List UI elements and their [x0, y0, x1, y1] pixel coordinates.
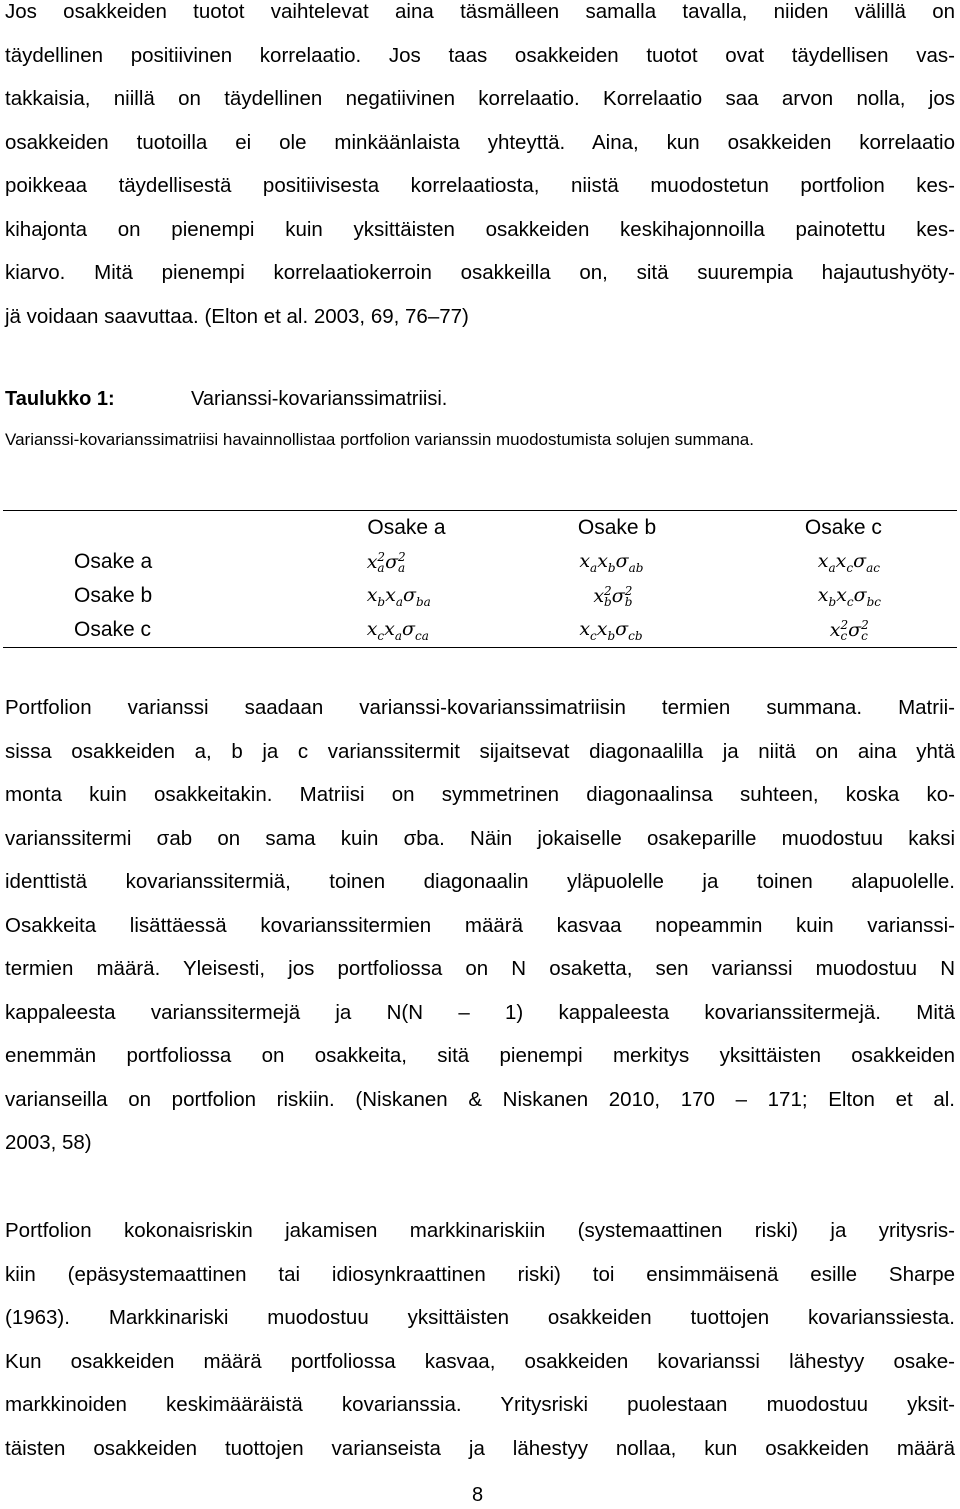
text-line: Kun osakkeiden määrä portfoliossa kasvaa, osakkeiden kovarianssi lähestyy osake- — [5, 1349, 955, 1373]
table-row — [3, 545, 957, 579]
text-line: varianssitermi σab on sama kuin σba. Näin jokaiselle osakeparille muodostuu kaksi — [5, 826, 955, 850]
text-line: kihajonta on pienempi kuin yksittäisten osakkeiden keskihajonnoilla painotettu kes- — [5, 217, 955, 241]
text-line: Jos osakkeiden tuotot vaihtelevat aina täsmälleen samalla tavalla, niiden välillä on — [5, 0, 955, 23]
text-line: termien määrä. Yleisesti, jos portfoliossa on N osaketta, sen varianssi muodostuu N — [5, 957, 955, 980]
table-caption-label: Taulukko 1: — [5, 388, 115, 410]
cell-covariance-ca: $x_cx_a\sigma_{ca}$ — [309, 613, 505, 648]
text-line: jä voidaan saavuttaa. (Elton et al. 2003, 69, 76–77) — [5, 304, 469, 328]
row-header-osake-c: Osake c — [3, 613, 309, 648]
text-line: Portfolion varianssi saadaan varianssi-kovarianssimatriisin termien summana. Matrii- — [5, 696, 955, 719]
page-number: 8 — [472, 1484, 484, 1506]
text-line: kiarvo. Mitä pienempi korrelaatiokerroin osakkeilla on, sitä suurempia hajautushyöty- — [5, 261, 955, 284]
table-row — [3, 579, 957, 613]
col-header-osake-c: Osake c — [730, 511, 957, 546]
text-line: täydellinen positiivinen korrelaatio. Jos taas osakkeiden tuotot ovat täydellisen vas- — [5, 43, 955, 67]
row-header-osake-a: Osake a — [74, 550, 153, 573]
text-line: monta kuin osakkeitakin. Matriisi on symmetrinen diagonaalinsa suhteen, koska ko- — [5, 783, 955, 806]
table-header-row — [3, 511, 957, 546]
text-line: Portfolion kokonaisriskin jakamisen markkinariskiin (systemaattinen riski) ja yritysris- — [5, 1219, 955, 1242]
text-line: täisten osakkeiden tuottojen varianseista ja lähestyy nollaa, kun osakkeiden määrä — [5, 1436, 955, 1460]
col-header-osake-b: Osake b — [504, 511, 729, 546]
col-header-osake-a: Osake a — [309, 511, 505, 546]
cell-covariance-ba: $x_bx_a\sigma_{ba}$ — [366, 584, 431, 609]
cell-variance-a: x 2 a σ 2 a — [366, 550, 406, 575]
cell-variance-b: x 2 b σ 2 b — [593, 584, 633, 609]
paragraph-correlation — [5, 0, 955, 338]
cell-covariance-cb: $x_cx_b\sigma_{cb}$ — [504, 613, 729, 648]
paragraph-portfolio-variance — [5, 686, 955, 1165]
text-line: (1963). Markkinariski muodostuu yksittäisten osakkeiden tuottojen kovarianssiesta. — [5, 1306, 955, 1329]
text-line: kappaleesta varianssitermejä ja N(N – 1) kappaleesta kovarianssitermejä. Mitä — [5, 1000, 955, 1024]
table-caption-description: Varianssi-kovarianssimatriisi havainnollistaa portfolion varianssin muodostumista solujen summana. — [5, 430, 754, 449]
row-header-osake-b: Osake b — [74, 584, 153, 607]
text-line: takkaisia, niillä on täydellinen negatiivinen korrelaatio. Korrelaatio saa arvon nolla, jos — [5, 87, 955, 110]
variance-covariance-matrix — [3, 510, 957, 648]
text-line: identtistä kovarianssitermiä, toinen diagonaalin yläpuolelle ja toinen alapuolelle. — [5, 870, 955, 893]
text-line: sissa osakkeiden a, b ja c varianssitermit sijaitsevat diagonaalilla ja niitä on aina yhtä — [5, 739, 955, 763]
text-line: osakkeiden tuotoilla ei ole minkäänlaista yhteyttä. Aina, kun osakkeiden korrelaatio — [5, 130, 955, 154]
table-row — [3, 613, 957, 648]
paragraph-total-risk — [5, 1209, 955, 1470]
cell-covariance-ac: $x_ax_c\sigma_{ac}$ — [817, 550, 880, 575]
text-line: poikkeaa täydellisestä positiivisesta korrelaatiosta, niistä muodostetun portfolion kes- — [5, 174, 955, 197]
text-line: enemmän portfoliossa on osakkeita, sitä pienempi merkitys yksittäisten osakkeiden — [5, 1044, 955, 1067]
cell-covariance-bc: $x_bx_c\sigma_{bc}$ — [817, 584, 882, 609]
text-line: varianseilla on portfolion riskiin. (Niskanen & Niskanen 2010, 170 – 171; Elton et al. — [5, 1087, 955, 1111]
text-line: Osakkeita lisättäessä kovarianssitermien määrä kasvaa nopeammin kuin varianssi- — [5, 913, 955, 937]
cell-variance-c: x 2 c σ 2 c — [730, 613, 957, 648]
table-caption — [5, 388, 447, 411]
text-line: 2003, 58) — [5, 1131, 92, 1154]
table-caption-title: Varianssi-kovarianssimatriisi. — [191, 388, 448, 410]
table-corner-cell — [3, 511, 309, 546]
cell-covariance-ab: $x_ax_b\sigma_{ab}$ — [579, 550, 644, 575]
text-line: kiin (epäsystemaattinen tai idiosynkraattinen riski) toi ensimmäisenä esille Sharpe — [5, 1262, 955, 1286]
text-line: markkinoiden keskimääräistä kovarianssia. Yritysriski puolestaan muodostuu yksit- — [5, 1393, 955, 1416]
